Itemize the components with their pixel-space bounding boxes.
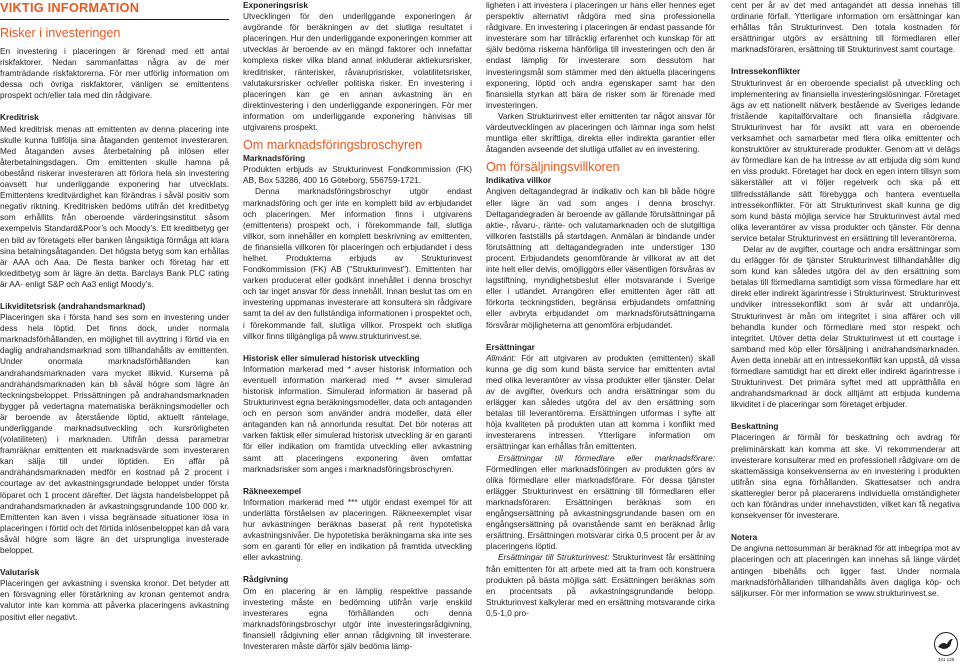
marketing-text-2: Denna marknadsföringsbroschyr utgör endast marknadsföring och ger inte en komplett bild av erbjudandet och placeringen. Mer information finns i utgivarens (emittentens) prospekt och, i förekommande fall, slutliga villkor, som innehåller en komplett beskrivning av emittenten, de finansiella villkoren för placeringen och erbjudandet i dess helhet. Produkterna erbjuds av Strukturinvest Fondkommission (FK) AB ("Strukturinvest"). Emittenten har varken producerat eller godkänt innehållet i denna broschyr och tar inget ansvar för dess innehåll. Innan beslut tas om en investering uppmanas investerare att konsultera sin rådgivare samt ta del av den fullständiga informationen i prospektet och, i förekommande fall, slutliga villkor. Prospekt och slutliga villkor finns tillgängliga på www.strukturinvest.se.: [243, 186, 472, 341]
currency-risk-heading: Valutarisk: [0, 567, 40, 578]
credit-risk-text: Med kreditrisk menas att emittenten av denna placering inte skulle kunna fullfölja sina åtaganden gentemot investeraren. Med åtaganden avses återbetalning på inlösen eller återbetalningsdagen. Om emittenten skulle hamna på obestånd riskerar investeraren att förlora hela sin investering oavsett hur underliggande exponering har utvecklats. Emittentens kreditvärdighet kan förändras i såväl positiv som negativ riktning. Kreditrisken bedöms utifrån det kreditbetyg som erhållits från oberoende värderingsinstitut såsom exempelvis Standard&Poor’s och Moody’s. Ett kreditbetyg ger en bild av företagets eller banken långsiktiga förmåga att klara sina betalningsåtaganden. Det högsta betyg som kan erhållas är AAA och Aaa. De flesta banker och företag har ett kreditbetyg som är lägre än detta. Barclays Bank PLC rating är AA- enligt S&P och Aa3 enligt Moody’s.: [0, 123, 229, 289]
exposure-risk-text: Utvecklingen för den underliggande exponeringen är avgörande för beräkningen av det slutliga resultatet i placeringen. Hur den underliggande exponeringen kommer att utvecklas är beroende av en mängd faktorer och innefattar komplexa risker vilka bland annat inkluderar aktiekursrisker, kreditrisker, ränterisker, råvaruprisrisker, volatilitetsrisker, valutakursrisker och/eller politiska risker. En investering i placeringen kan ge en annan avkastning än en direktinvestering i den underliggande exponeringen. För mer information om underliggande exponering hänvisas till utgivarens prospekt.: [243, 11, 472, 133]
ecolabel-logo: [932, 632, 960, 662]
advice-heading: Rådgivning: [243, 574, 289, 585]
example-heading: Räkneexempel: [243, 485, 302, 496]
column-1: [0, 0, 229, 666]
liquidity-risk-heading: Likviditetsrisk (andrahandsmarknad): [0, 300, 146, 311]
column-4: [731, 0, 960, 666]
fees-text: Allmänt: För att utgivaren av produkten (emittenten) skall kunna ge dig som kund bästa service har emittenten avtal med olika leverantörer av vissa produkter eller tjänster. Delar av de avgifter, överkurs och andra ersättningar som du erlägger kan således utgöra del av den ersättning som betalas till leverantörerna. Ersättningen utformas i syfte att höja kvaliteten på produkten utan att komma i konflikt med investerarens intressen. Ytterligare information om ersättningar kan erhållas från emittenten.: [486, 352, 715, 452]
title-divider: [0, 19, 229, 20]
fees-lead-2: Ersättningar till förmedlare eller marknadsförare:: [498, 452, 715, 463]
page-title: VIKTIG INFORMATION: [0, 0, 140, 15]
advice-text: Om en placering är en lämplig respektive passande investering måste en bedömning utifrån varje enskild investerares egna förhållanden och denna marknadsföringsbroschyr utgör inte investeringsrådgivning, finansiell rådgivning eller annan rådgivning till investerare. Investeraren måste därför själv bedöma lämp-: [243, 585, 472, 651]
sales-terms-heading: Om försäljningsvillkoren: [486, 160, 620, 175]
fees-text-2: Ersättningar till förmedlare eller marknadsförare: Förmedlingen eller marknadsföringen av produkten görs av olika förmedlare eller marknadsförare. För dessa tjänster erlägger Strukturinvest en ersättning till förmedlaren eller marknadsföraren. Ersättningen beräknas som en engångsersättning på avkastningsgrundande basen om en engångsersättning på ovanstående samt en beräknad årlig ersättning. Ersättningen motsvarar cirka 0,5 procent per år av placeringens löptid.: [486, 452, 715, 552]
fees-heading: Ersättningar: [486, 341, 535, 352]
column-3: [486, 0, 715, 666]
marketing-heading: Marknadsföring: [243, 153, 306, 164]
column-2: [243, 0, 472, 666]
fees-continued-text: cent per år av det med antagandet att dessa innehas till ordinarie förfall. Ytterligare information om ersättningar kan erhållas från Strukturinvest. Den totala kostnaden för ersättningar utgörs av ersättning till förmedlaren eller marknadsföraren, ersättning till Strukturinvest samt courtage.: [731, 0, 960, 55]
indicative-terms-heading: Indikativa villkor: [486, 175, 552, 186]
credit-risk-heading: Kreditrisk: [0, 112, 39, 123]
responsibility-text: Varken Strukturinvest eller emittenten tar något ansvar för värdeutvecklingen av placeringen och lämnar inga som helst muntliga eller skriftliga, direkta eller indirekta garantier eller åtaganden avseende det slutliga utfallet av en investering.: [486, 110, 715, 155]
conflicts-heading: Intressekonflikter: [731, 66, 801, 77]
fees-lead: Allmänt:: [486, 352, 516, 363]
tax-text: Placeringen är förmål för beskattning och avdrag för preliminärskatt kan komma att ske. Vi rekommenderar att investerare konsulterar med en professionell rådgivare om de skattemässiga konsekvenserna av en investering i produkten utifrån sina egna förhållanden. Skattesatser och andra skatteregler beror på placerarens individuella omständigheter och kan förändras under innehavstiden, vilket kan få negativa konsekvenser för investerare.: [731, 432, 960, 521]
fees-text-3: Ersättningar till Strukturinvest: Strukturinvest får ersättning från emittenten för att arbete med att ta fram och konstruera produkten på bästa möjliga sätt. Ersättningen beräknas som en procentsats på avkastningsgrundande belopp. Strukturinvest kalkylerar med en ersättning motsvarande cirka 0,5-1,0 pro-: [486, 552, 715, 618]
marketing-text: Produkten erbjuds av Strukturinvest Fondkommission (FK) AB, Box 53286, 400 16 Göteborg, 556759-1721.: [243, 164, 472, 186]
history-heading: Historisk eller simulerad historisk utveckling: [243, 352, 420, 363]
conflicts-text: Strukturinvest är en oberoende specialist på utveckling och implementering av finansiella investeringslösningar. Företaget ägs av ett nationellt nätverk bestående av Sveriges ledande fristående kapitalförvaltare och finansiella rådgivare. Strukturinvest har för avsikt att vara en oberoende verksamhet och samarbetar med flera olika emittenter och konstruktörer av strukturerade produkter. Genom att vi delägs av förmedlare kan de ha intresse av att erbjuda dig som kund en viss produkt. Företaget har dock en egen intern tillsyn som säkerställer att vi följer regelverk och ska på ett tillfredsställande sätt förebygga och hantera eventuella intressekonflikter. För att Strukturinvest skall kunna ge dig som kund bästa möjliga service har Strukturinvest avtal med olika leverantörer av vissa produkter och tjänster. För denna service betalar Strukturinvest en ersättning till leverantörerna.: [731, 77, 960, 243]
fees-lead-3: Ersättningar till Strukturinvest:: [498, 552, 610, 563]
note-heading: Notera: [731, 532, 758, 543]
liquidity-risk-text: Placeringen ska i första hand ses som en investering under dess hela löptid. Det finns dock, under normala marknadsförhållanden, en möjlighet till avyttring i förtid via en daglig andrahandsmarknad som tillhandahålls av emittenten. Under onormala marknadsförhållanden kan andrahandsmarknaden vara mycket illikvid. Kurserna på andrahandsmarknaden kan bli såväl högre som lägre än teckningsbeloppet. Prissättningen på andrahandsmarknaden bygger på vedertagna matematiska beräkningsmodeller och är beroende av återstående löptid, aktuellt räntelage, underliggande marknadsutveckling och kursrörligheten (volatiliteten) i marknaden. Utifrån dessa parametrar framräknar emittenten ett marknadsvärde som investeraren kan sälja till under löptiden. En affär på andrahandsmarknaden medför en kostnad på 2 procent i courtage av det avkastningsgrundade beloppet under första löparet och 1 procent därefter. Det lägsta handelsbeloppet på andrahandsmarknaden är avkastningsgrundande 100 000 kr. Emittenten kan även i vissa begränsade situationer lösa in placeringen i förtid och det förtida inlösenbeloppet kan då vara såväl högre som lägre än det ursprungliga investerade beloppet.: [0, 312, 229, 556]
ecolabel-number: 341 129: [937, 657, 955, 662]
note-text: De angivna nettosumman är beräknad för att inbegripa mot av placeringen och att placeringen kan innehas så länge värdet antingen bibehålls och ligger fast. Under normala marknadsförhållanden tillhandahålls även dagliga köp- och säljkurser. För mer information se www.strukturinvest.se.: [731, 543, 960, 598]
suitability-text: ligheten i att investera i placeringen ur hans eller hennes eget perspektiv alternativt rådgöra med sina professionella rådgivare. En investering i placeringen är endast passande för investerare som har tillräcklig erfarenhet och kunskap för att själv bedöma riskerna hänförliga till investeringen och den är endast lämplig för investerare som dessutom har investeringsmål som stämmer med den aktuella placeringens exponering, löptid och andra egenskaper samt har den finansiella styrkan att bära de risker som är förenade med investeringen.: [486, 0, 715, 110]
history-text: Information markerad med * avser historisk information och eventuell information markerad med ** avser simulerad historisk information. Simulerad information är baserad på Strukturinvest egna beräkningsmodeller, data och antaganden och en person som använder andra modeller, data eller antaganden kan nå annorlunda resultat. Det bör noteras att varken faktisk eller simulerad historisk utveckling är en garanti för eller indikation om framtida utveckling eller avkastning samt att placeringens exponering även omfattar marknadsrisker som anges i marknadsföringsbroschyren.: [243, 363, 472, 474]
conflicts-text-2: Delar av de avgifter, courtage och andra ersättningar som du erlägger för de tjänster Strukturinvest tillhandahåller dig som kund kan således utgöra del av den ersättning som betalas till förmedlarna samtidigt som vissa förmedlare har ett direkt eller indirekt ägarintresse i Strukturinvest. Strukturinvest undviker intressekonflikt som är svår att undanröja. Strukturinvest är mån om integritet i sina affärer och vill behandla kunder och förmedlare med stor respekt och integritet. Utöver detta delar Strukturinvest ut ett courtage i samband med köp eller försäljning i andrahandsmarknaden. Även detta innebär att en intressekonflikt kan uppstå, då vissa förmedlare samtidigt har ett direkt eller indirekt ägarintresse i Strukturinvest. Det primära syftet med att upprätthålla en andrahandsmarknad är dock alltjämt att erbjuda kunderna likviditet i de placeringar som företaget erbjuder.: [731, 243, 960, 410]
risk-intro: En investering i placeringen är förenad med ett antal riskfaktorer. Nedan sammanfattas några av de mer framträdande riskfaktorerna. För mer utförlig information om dessa och övriga riskfaktorer, vänligen se emittentens prospekt och/eller tala med din rådgivare.: [0, 46, 229, 101]
risk-heading: Risker i investeringen: [0, 26, 121, 40]
currency-risk-text: Placeringen ger avkastning i svenska kronor. Det betyder att en försvagning eller förstärkning av kronan gentemot andra valutor inte kan komma att påverka placeringens avkastning positivt eller negativt.: [0, 578, 229, 622]
exposure-risk-heading: Exponeringsrisk: [243, 0, 309, 10]
example-text: Information markerad med *** utgör endast exempel för att underlätta förståelsen av placeringen. Räkneexemplet visar hur avkastningen beräknas baserat på rent hypotetiska avkastningsnivåer. De hypotetiska beräkningarna ska inte ses som en garanti för eller en indikation på framtida utveckling eller avkastning.: [243, 496, 472, 563]
tax-heading: Beskattning: [731, 421, 779, 432]
swan-icon: [932, 632, 960, 662]
indicative-terms-text: Angiven deltagandegrad är indikativ och kan bli både högre eller lägre än vad som anges i denna broschyr. Deltagandegraden är beroende av gällande förutsättningar på aktie-, råvaru-, ränte- och valutamarknaden och de slutgiltiga villkoren fastställs på startdagen. Anmälan är bindande under förutsättning att deltagandegraden inte understiger 130 procent. Erbjudandets genomförande är villkorat av att det inte helt eller delvis, omöjliggörs eller väsentligen försvåras av lagstiftning, myndighetsbeslut eller motsvarande i Sverige eller i utlandet. Arrangören eller emittenten äger rätt att förkorta teckningstiden, begränsa erbjudandets omfattning eller avbryta erbjudandet om marknadsförutsättningarna försvårar möjligheterna att genomföra erbjudandet.: [486, 186, 715, 330]
brochure-heading: Om marknadsföringsbroschyren: [243, 138, 423, 153]
